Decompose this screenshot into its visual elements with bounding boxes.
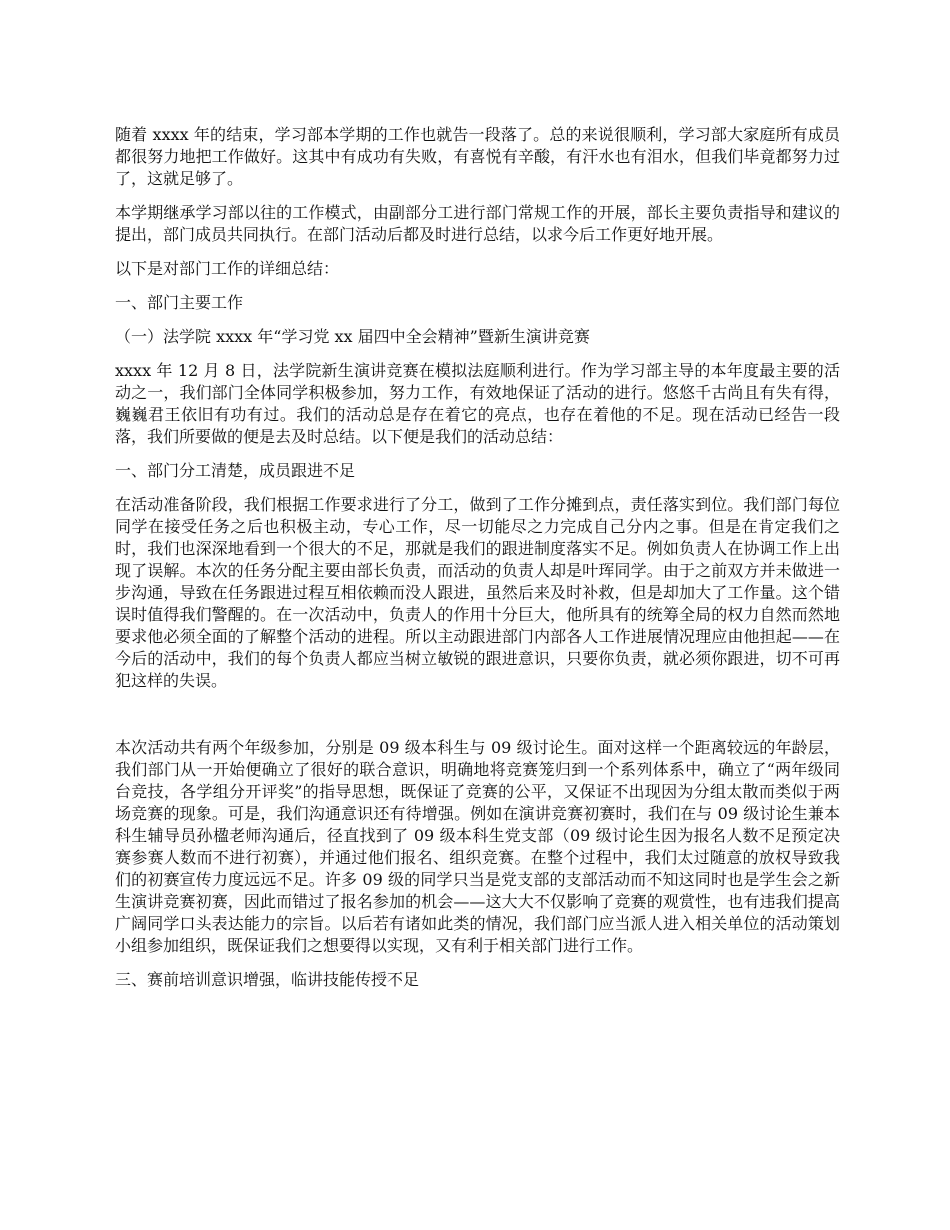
paragraph-work-mode: 本学期继承学习部以往的工作模式，由副部分工进行部门常规工作的开展，部长主要负责指导和建议的提出，部门成员共同执行。在部门活动后都及时进行总结，以求今后工作更好地开展。	[115, 203, 840, 244]
paragraph-intro: 随着 xxxx 年的结束，学习部本学期的工作也就告一段落了。总的来说很顺利，学习部大家庭所有成员都很努力地把工作做好。这其中有成功有失败，有喜悦有辛酸，有汗水也有泪水，但我们毕竟都努力过了，这就足够了。	[115, 125, 840, 188]
paragraph-contest-overview: xxxx 年 12 月 8 日，法学院新生演讲竞赛在模拟法庭顺利进行。作为学习部主导的本年度最主要的活动之一，我们部门全体同学积极参加，努力工作，有效地保证了活动的进行。悠悠千古尚且有失有得，巍巍君王依旧有功有过。我们的活动总是存在着它的亮点，也存在着他的不足。现在活动已经告一段落，我们所要做的便是去及时总结。以下便是我们的活动总结：	[115, 361, 840, 446]
subsection-heading-speech-contest: （一）法学院 xxxx 年“学习党 xx 届四中全会精神”暨新生演讲竞赛	[115, 327, 590, 346]
paragraph-summary-lead: 以下是对部门工作的详细总结：	[115, 259, 340, 278]
section-heading-training: 三、赛前培训意识增强，临讲技能传授不足	[115, 970, 420, 989]
paragraph-two-grades: 本次活动共有两个年级参加，分别是 09 级本科生与 09 级讨论生。面对这样一个距离较远的年龄层，我们部门从一开始便确立了很好的联合意识，明确地将竞赛笼归到一个系列体系中，确立了“两年级同台竞技，各学组分开评奖”的指导思想，既保证了竞赛的公平，又保证不出现因为分组太散而类似于两场竞赛的现象。可是，我们沟通意识还有待增强。例如在演讲竞赛初赛时，我们在与 09 级讨论生兼本科生辅导员孙楹老师沟通后，径直找到了 09 级本科生党支部（09 级讨论生因为报名人数不足预定决赛参赛人数而不进行初赛），并通过他们报名、组织竞赛。在整个过程中，我们太过随意的放权导致我们的初赛宣传力度远远不足。许多 09 级的同学只当是党支部的支部活动而不知这同时也是学生会之新生演讲竞赛初赛，因此而错过了报名参加的机会——这大大不仅影响了竞赛的观赏性，也有违我们提高广阔同学口头表达能力的宗旨。以后若有诸如此类的情况，我们部门应当派人进入相关单位的活动策划小组参加组织，既保证我们之想要得以实现，又有利于相关部门进行工作。	[115, 738, 840, 955]
document-body	[115, 124, 840, 991]
paragraph-division-details: 在活动准备阶段，我们根据工作要求进行了分工，做到了工作分摊到点，责任落实到位。我们部门每位同学在接受任务之后也积极主动，专心工作，尽一切能尽之力完成自己分内之事。但是在肯定我们之时，我们也深深地看到一个很大的不足，那就是我们的跟进制度落实不足。例如负责人在协调工作上出现了误解。本次的任务分配主要由部长负责，而活动的负责人却是叶珲同学。由于之前双方并未做进一步沟通，导致在任务跟进过程互相依赖而没人跟进，虽然后来及时补救，但是却加大了工作量。这个错误时值得我们警醒的。在一次活动中，负责人的作用十分巨大，他所具有的统筹全局的权力自然而然地要求他必须全面的了解整个活动的进程。所以主动跟进部门内部各人工作进展情况理应由他担起——在今后的活动中，我们的每个负责人都应当树立敏锐的跟进意识，只要你负责，就必须你跟进，切不可再犯这样的失误。	[115, 495, 840, 690]
section-heading-main-work: 一、部门主要工作	[115, 293, 244, 312]
section-heading-division: 一、部门分工清楚，成员跟进不足	[115, 461, 356, 480]
